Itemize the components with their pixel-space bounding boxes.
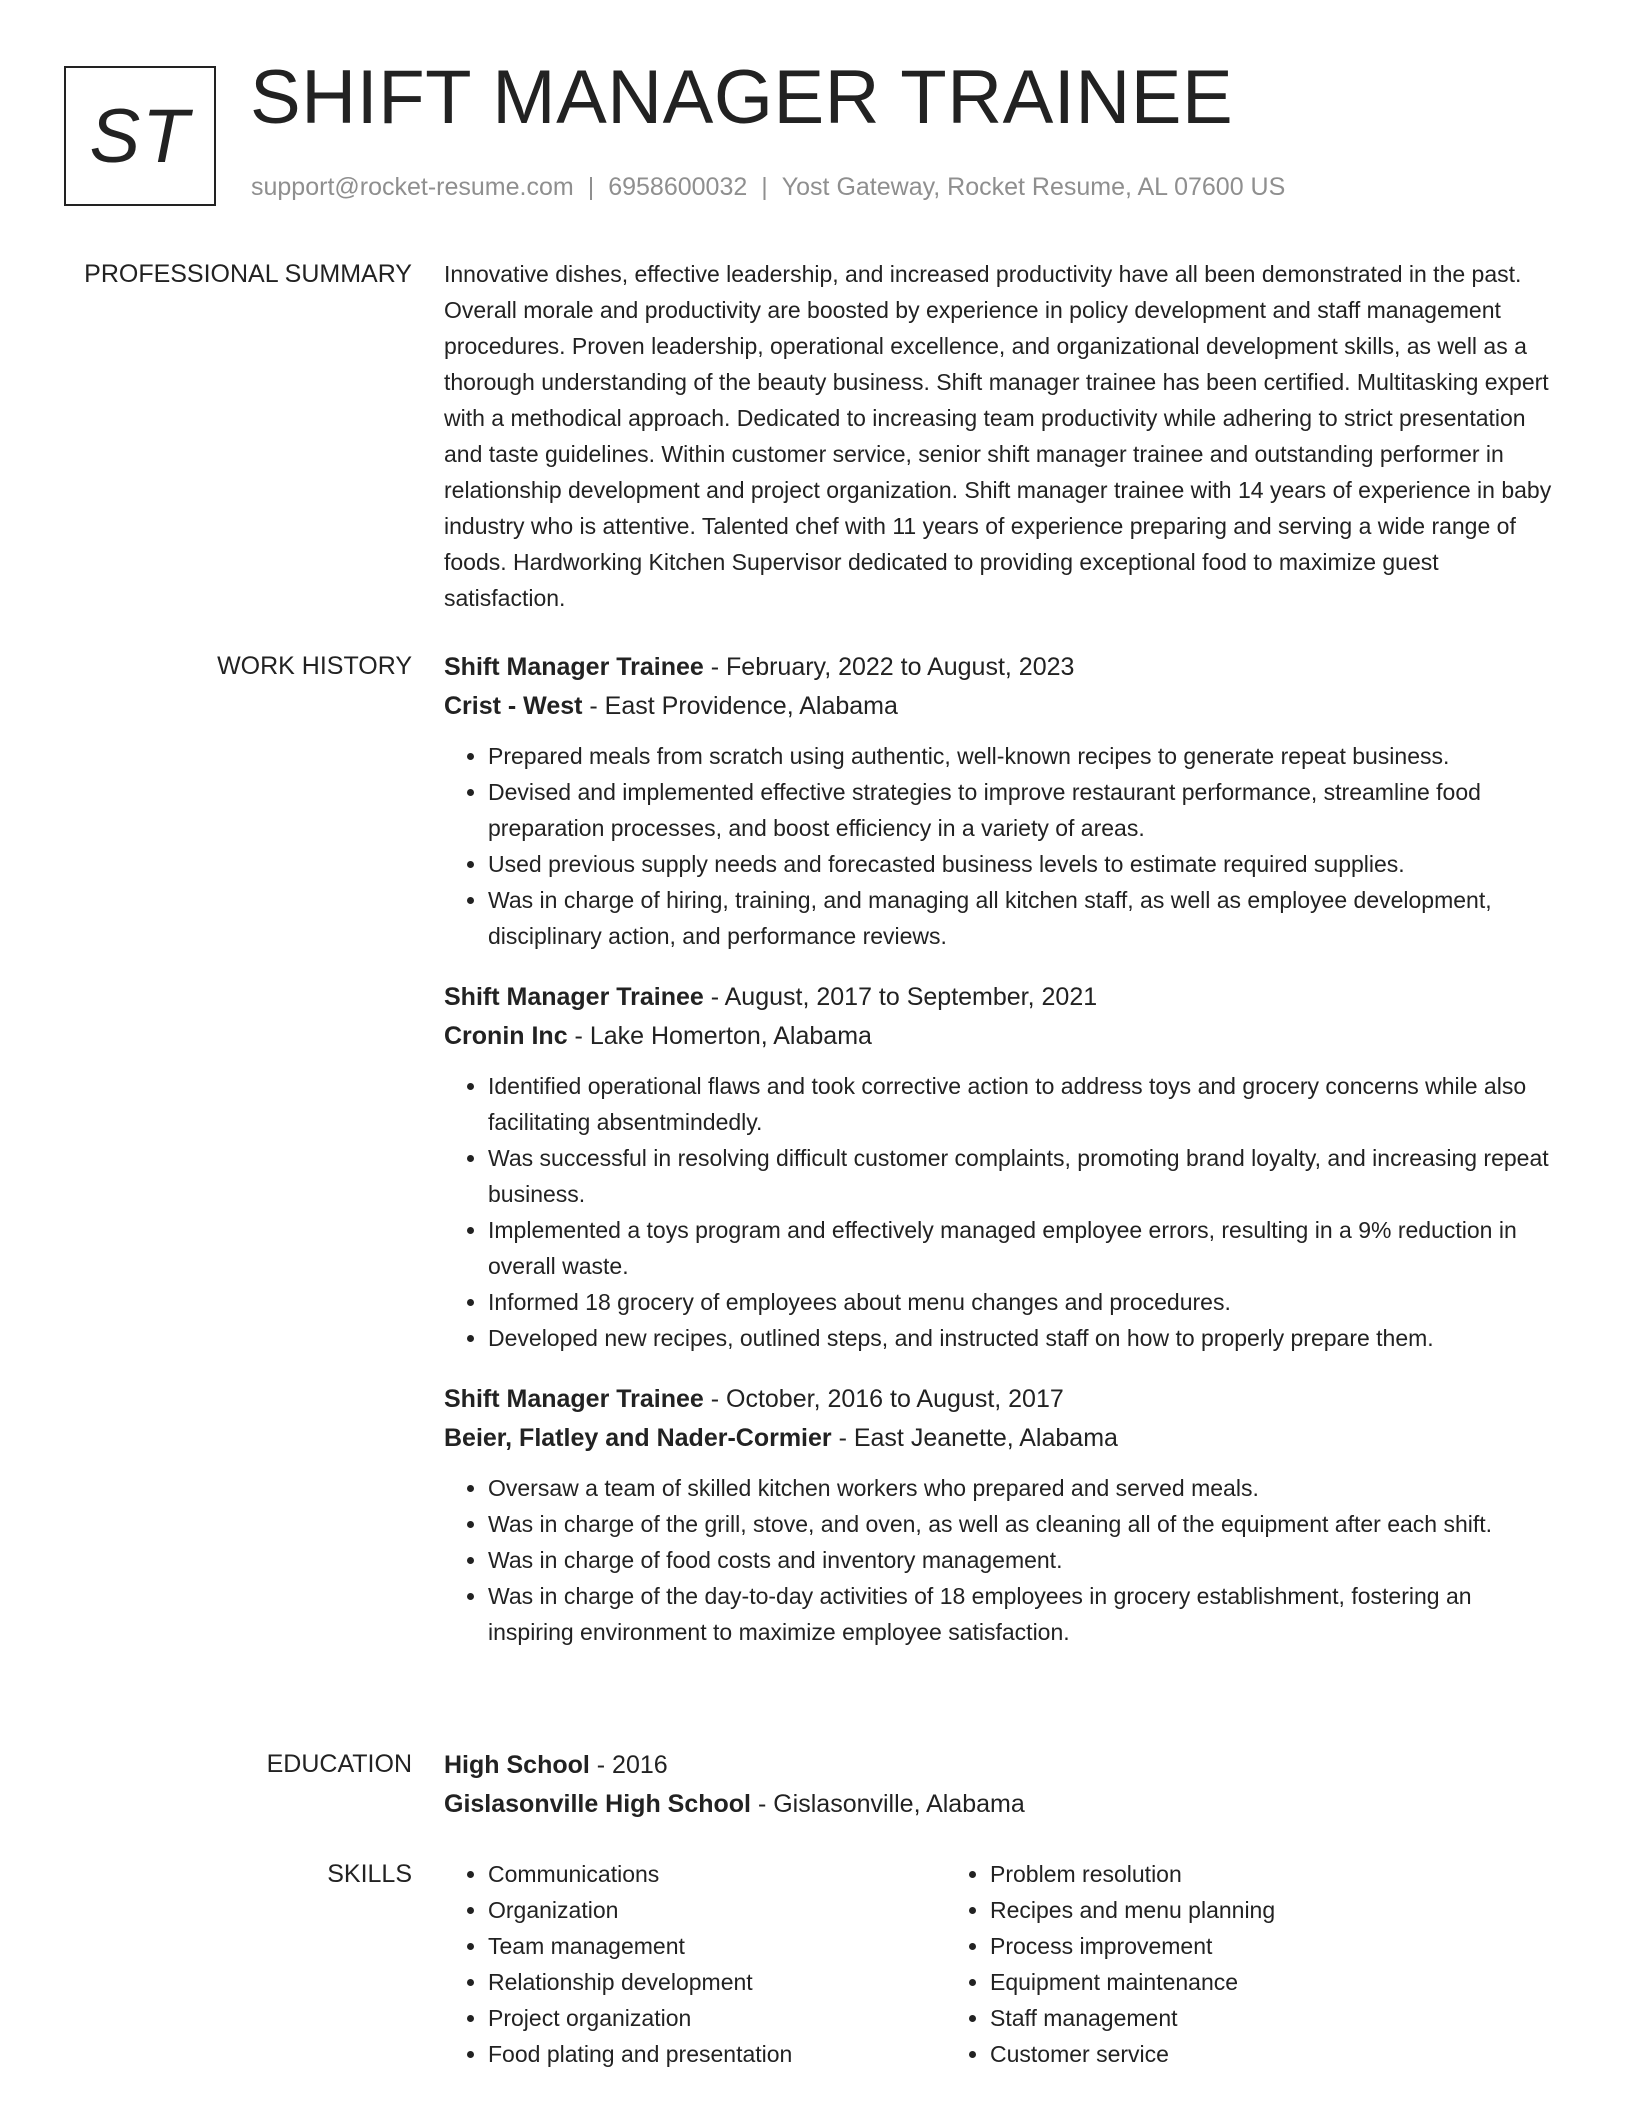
job-company: Crist - West bbox=[444, 692, 583, 720]
job-company-line bbox=[444, 687, 1554, 726]
job-location: - Lake Homerton, Alabama bbox=[567, 1022, 872, 1050]
contact-address: Yost Gateway, Rocket Resume, AL 07600 US bbox=[781, 173, 1286, 201]
job-bullet-item: • Was in charge of the grill, stove, and oven, as well as cleaning all of the equipment after each shift. bbox=[488, 1506, 1554, 1542]
job-bullets bbox=[444, 1068, 1554, 1356]
job-bullet-item: • Informed 18 grocery of employees about menu changes and procedures. bbox=[488, 1284, 1554, 1320]
skill-item: • Team management bbox=[488, 1928, 946, 1964]
job-entry bbox=[444, 978, 1554, 1356]
education-school-line bbox=[444, 1785, 1554, 1824]
skills-list-right bbox=[946, 1856, 1448, 2072]
job-bullet-item: • Was successful in resolving difficult customer complaints, promoting brand loyalty, and increasing repeat business. bbox=[488, 1140, 1554, 1212]
job-bullet-item: • Oversaw a team of skilled kitchen workers who prepared and served meals. bbox=[488, 1470, 1554, 1506]
skill-item: • Recipes and menu planning bbox=[990, 1892, 1448, 1928]
job-location: - East Jeanette, Alabama bbox=[831, 1424, 1118, 1452]
job-entry bbox=[444, 1380, 1554, 1650]
education-location: - Gislasonville, Alabama bbox=[751, 1790, 1025, 1818]
job-company-line bbox=[444, 1419, 1554, 1458]
job-bullet-item: • Was in charge of food costs and inventory management. bbox=[488, 1542, 1554, 1578]
job-bullets bbox=[444, 1470, 1554, 1650]
contact-separator: | bbox=[761, 173, 768, 201]
work-history-body bbox=[444, 648, 1554, 1674]
education-year: - 2016 bbox=[589, 1751, 668, 1779]
skill-item: • Staff management bbox=[990, 2000, 1448, 2036]
skill-item: • Customer service bbox=[990, 2036, 1448, 2072]
section-title-education: EDUCATION bbox=[266, 1750, 412, 1778]
job-bullet-item: • Prepared meals from scratch using authentic, well-known recipes to generate repeat business. bbox=[488, 738, 1554, 774]
job-company: Beier, Flatley and Nader-Cormier bbox=[444, 1424, 832, 1452]
job-role: Shift Manager Trainee bbox=[444, 653, 704, 681]
job-title-line bbox=[444, 1380, 1554, 1419]
job-company: Cronin Inc bbox=[444, 1022, 568, 1050]
job-bullet-item: • Was in charge of hiring, training, and managing all kitchen staff, as well as employee development, disciplinary action, and performance reviews. bbox=[488, 882, 1554, 954]
job-bullet-item: • Implemented a toys program and effectively managed employee errors, resulting in a 9% reduction in overall waste. bbox=[488, 1212, 1554, 1284]
job-bullet-item: • Used previous supply needs and forecasted business levels to estimate required supplies. bbox=[488, 846, 1554, 882]
skill-item: • Communications bbox=[488, 1856, 946, 1892]
skill-item: • Organization bbox=[488, 1892, 946, 1928]
job-bullet-item: • Was in charge of the day-to-day activities of 18 employees in grocery establishment, fostering an inspiring environment to maximize employee satisfaction. bbox=[488, 1578, 1554, 1650]
skill-item: • Project organization bbox=[488, 2000, 946, 2036]
job-bullet-item: • Identified operational flaws and took corrective action to address toys and grocery concerns while also facilitating absentmindedly. bbox=[488, 1068, 1554, 1140]
section-title-work-history: WORK HISTORY bbox=[217, 652, 412, 680]
contact-phone[interactable]: 6958600032 bbox=[608, 173, 748, 201]
skill-item: • Food plating and presentation bbox=[488, 2036, 946, 2072]
job-bullet-item: • Devised and implemented effective strategies to improve restaurant performance, streamline food preparation processes, and boost efficiency in a variety of areas. bbox=[488, 774, 1554, 846]
job-title-line bbox=[444, 978, 1554, 1017]
job-bullets bbox=[444, 738, 1554, 954]
job-dates: - August, 2017 to September, 2021 bbox=[703, 983, 1098, 1011]
education-degree-line bbox=[444, 1746, 1554, 1785]
monogram-logo: ST bbox=[64, 66, 216, 206]
job-dates: - October, 2016 to August, 2017 bbox=[703, 1385, 1064, 1413]
skill-item: • Process improvement bbox=[990, 1928, 1448, 1964]
section-title-summary: PROFESSIONAL SUMMARY bbox=[84, 260, 412, 288]
job-bullet-item: • Developed new recipes, outlined steps, and instructed staff on how to properly prepare them. bbox=[488, 1320, 1554, 1356]
skill-item: • Problem resolution bbox=[990, 1856, 1448, 1892]
education-degree: High School bbox=[444, 1751, 590, 1779]
contact-line bbox=[251, 173, 1285, 202]
job-title-line bbox=[444, 648, 1554, 687]
job-location: - East Providence, Alabama bbox=[582, 692, 898, 720]
job-role: Shift Manager Trainee bbox=[444, 1385, 704, 1413]
job-role: Shift Manager Trainee bbox=[444, 983, 704, 1011]
section-title-skills: SKILLS bbox=[327, 1860, 412, 1888]
job-dates: - February, 2022 to August, 2023 bbox=[703, 653, 1075, 681]
education-body bbox=[444, 1746, 1554, 1824]
contact-separator: | bbox=[587, 173, 595, 201]
job-entry bbox=[444, 648, 1554, 954]
summary-body bbox=[444, 256, 1554, 616]
skill-item: • Equipment maintenance bbox=[990, 1964, 1448, 2000]
skills-body bbox=[444, 1856, 1554, 2072]
job-company-line bbox=[444, 1017, 1554, 1056]
contact-email[interactable]: support@rocket-resume.com bbox=[251, 173, 574, 201]
resume-name: SHIFT MANAGER TRAINEE bbox=[250, 55, 1234, 140]
skills-list-left bbox=[444, 1856, 946, 2072]
education-school: Gislasonville High School bbox=[444, 1790, 752, 1818]
summary-text: Innovative dishes, effective leadership, and increased productivity have all been demonstrated in the past. Overall morale and productivity are boosted by experience in policy development and staff management procedures. Proven leadership, operational excellence, and organizational development skills, as well as a thorough understanding of the beauty business. Shift manager trainee has been certified. Multitasking expert with a methodical approach. Dedicated to increasing team productivity while adhering to strict presentation and taste guidelines. Within customer service, senior shift manager trainee and outstanding performer in relationship development and project organization. Shift manager trainee with 14 years of experience in baby industry who is attentive. Talented chef with 11 years of experience preparing and serving a wide range of foods. Hardworking Kitchen Supervisor dedicated to providing exceptional food to maximize guest satisfaction. bbox=[444, 261, 1552, 611]
skill-item: • Relationship development bbox=[488, 1964, 946, 2000]
